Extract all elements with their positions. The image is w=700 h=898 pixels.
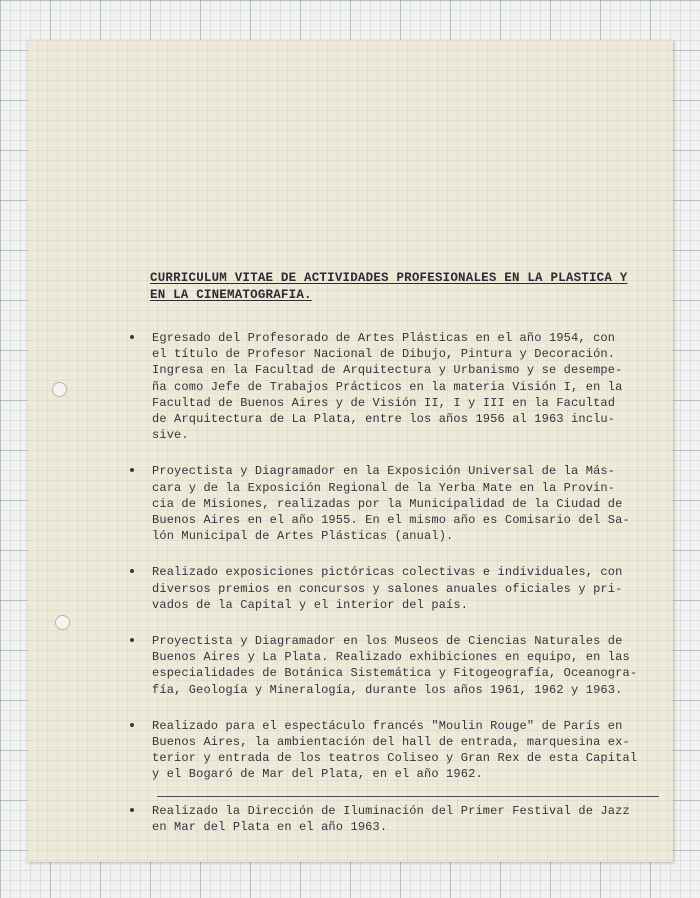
text-line: diversos premios en concursos y salones anuales oficiales y pri- xyxy=(152,581,623,596)
text-line: sive. xyxy=(152,428,189,443)
bullet-icon xyxy=(130,638,134,642)
text-line: en Mar del Plata en el año 1963. xyxy=(152,819,388,834)
list-item xyxy=(130,564,655,613)
title-line: CURRICULUM VITAE DE ACTIVIDADES PROFESIONALES EN LA PLASTICA Y xyxy=(150,271,628,285)
list-item xyxy=(130,330,655,443)
punch-hole-lower xyxy=(55,615,70,630)
title-line: EN LA CINEMATOGRAFIA. xyxy=(150,288,312,302)
text-line: fía, Geología y Mineralogía, durante los años 1961, 1962 y 1963. xyxy=(152,682,623,697)
text-line: Realizado para el espectáculo francés "Moulin Rouge" de París en xyxy=(152,718,623,733)
text-line: Proyectista y Diagramador en los Museos de Ciencias Naturales de xyxy=(152,634,623,649)
list-item xyxy=(130,633,655,698)
list-item xyxy=(130,463,655,544)
list-item xyxy=(130,718,655,783)
text-line: vados de la Capital y el interior del país. xyxy=(152,597,469,612)
text-line: cia de Misiones, realizadas por la Municipalidad de la Ciudad de xyxy=(152,496,623,511)
text-line: ña como Jefe de Trabajos Prácticos en la materia Visión I, en la xyxy=(152,379,623,394)
bullet-icon xyxy=(130,569,134,573)
text-line: Buenos Aires, la ambientación del hall de entrada, marquesina ex- xyxy=(152,735,630,750)
bullet-icon xyxy=(130,723,134,727)
text-line: Proyectista y Diagramador en la Exposición Universal de la Más- xyxy=(152,464,616,479)
text-line: lón Municipal de Artes Plásticas (anual). xyxy=(152,529,454,544)
bullet-icon xyxy=(130,808,134,812)
text-line: Realizado la Dirección de Iluminación del Primer Festival de Jazz xyxy=(152,803,630,818)
bullet-icon xyxy=(130,335,134,339)
text-line: Realizado exposiciones pictóricas colectivas e individuales, con xyxy=(152,565,623,580)
bullet-icon xyxy=(130,468,134,472)
text-line: de Arquitectura de La Plata, entre los años 1956 al 1963 inclu- xyxy=(152,412,616,427)
punch-hole-upper xyxy=(52,382,67,397)
text-line: Egresado del Profesorado de Artes Plásticas en el año 1954, con xyxy=(152,331,616,345)
text-line: Facultad de Buenos Aires y de Visión II, I y III en la Facultad xyxy=(152,395,616,410)
text-line: Buenos Aires y La Plata. Realizado exhibiciones en equipo, en las xyxy=(152,650,630,665)
activity-list xyxy=(130,330,655,855)
bottom-divider xyxy=(157,796,659,797)
text-line: Buenos Aires en el año 1955. En el mismo año es Comisario del Sa- xyxy=(152,513,630,528)
typed-document-sheet xyxy=(27,40,673,862)
text-line: terior y entrada de los teatros Coliseo y Gran Rex de esta Capital xyxy=(152,751,638,766)
list-item xyxy=(130,803,655,835)
text-line: el título de Profesor Nacional de Dibujo, Pintura y Decoración. xyxy=(152,347,616,362)
text-line: cara y de la Exposición Regional de la Yerba Mate en la Provin- xyxy=(152,480,616,495)
text-line: especialidades de Botánica Sistemática y Fitogeografía, Oceanogra- xyxy=(152,666,638,681)
text-line: Ingresa en la Facultad de Arquitectura y Urbanismo y se desempe- xyxy=(152,363,623,378)
document-title xyxy=(150,270,640,304)
text-line: y el Bogaró de Mar del Plata, en el año 1962. xyxy=(152,767,483,782)
